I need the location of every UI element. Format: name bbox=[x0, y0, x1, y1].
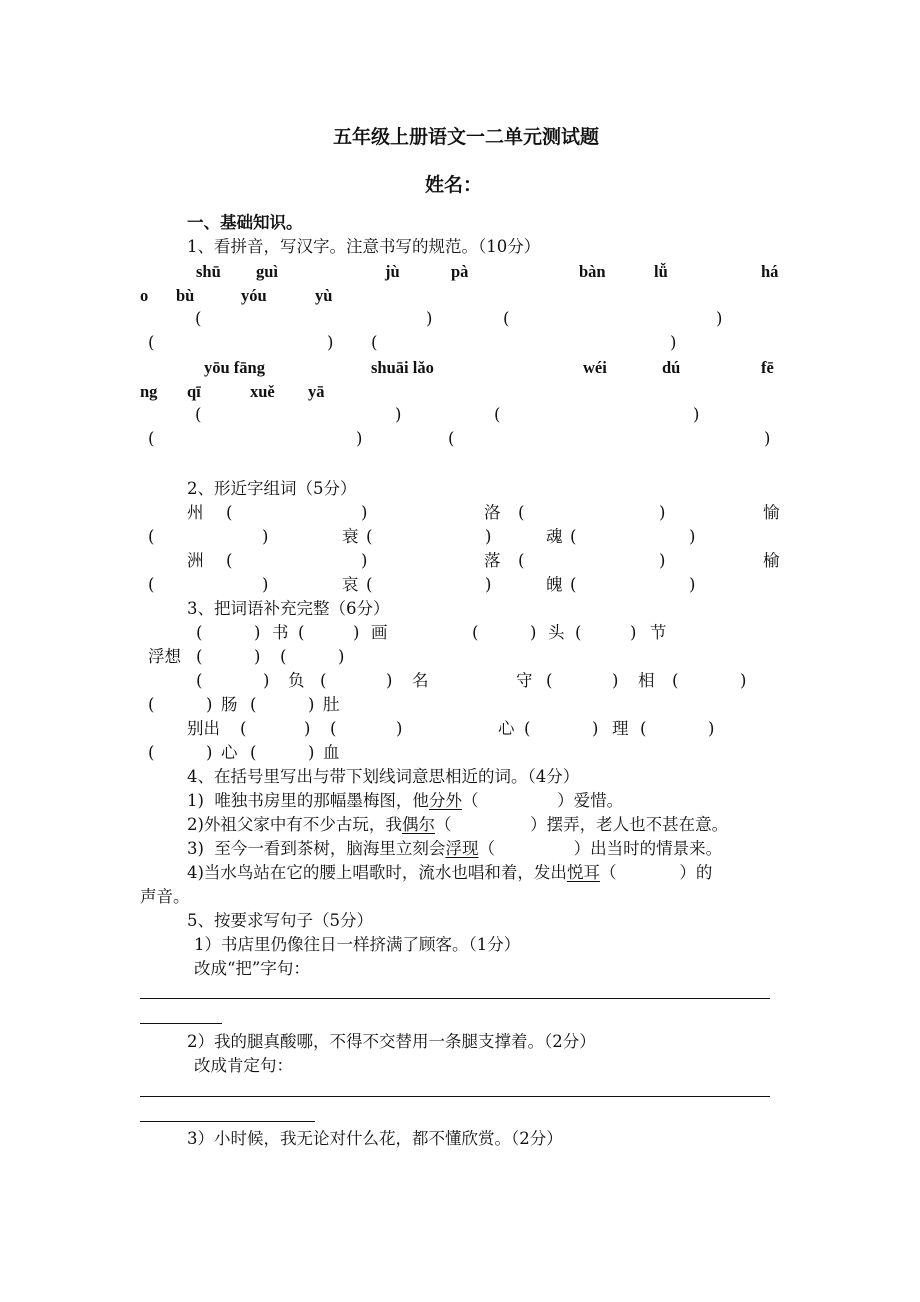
char: 肚 bbox=[323, 695, 340, 714]
left-paren: ( bbox=[570, 575, 577, 594]
pinyin: yù bbox=[315, 286, 333, 305]
sentence-text: （ ）爱惜。 bbox=[461, 791, 624, 810]
left-paren: ( bbox=[472, 623, 479, 642]
left-paren: ( bbox=[250, 695, 257, 714]
left-paren: ( bbox=[298, 623, 305, 642]
char: 落 bbox=[484, 551, 501, 570]
left-paren: ( bbox=[195, 405, 202, 424]
pinyin: lǚ bbox=[654, 262, 668, 281]
char: 负 bbox=[288, 671, 305, 690]
left-paren: ( bbox=[320, 671, 327, 690]
right-paren: ) bbox=[716, 309, 723, 328]
char: 画 bbox=[371, 623, 388, 642]
left-paren: ( bbox=[196, 623, 203, 642]
left-paren: ( bbox=[148, 743, 155, 762]
char: 理 bbox=[612, 719, 629, 738]
right-paren: ) bbox=[254, 647, 261, 666]
right-paren: ) bbox=[659, 551, 666, 570]
char: 洲 bbox=[187, 551, 204, 570]
pinyin: o bbox=[140, 286, 149, 305]
pinyin: ng bbox=[140, 382, 158, 401]
left-paren: ( bbox=[148, 527, 155, 546]
char: 书 bbox=[272, 623, 289, 642]
pinyin: há bbox=[761, 262, 779, 281]
char: 心 bbox=[221, 743, 238, 762]
left-paren: ( bbox=[518, 551, 525, 570]
char: 相 bbox=[638, 671, 655, 690]
left-paren: ( bbox=[366, 527, 373, 546]
pinyin: qī bbox=[187, 382, 201, 401]
q5-sentence-2: 2）我的腿真酸哪，不得不交替用一条腿支撑着。（2分） bbox=[187, 1032, 596, 1051]
char: 守 bbox=[516, 671, 533, 690]
right-paren: ) bbox=[262, 527, 269, 546]
pinyin: wéi bbox=[583, 358, 607, 377]
right-paren: ) bbox=[485, 527, 492, 546]
right-paren: ) bbox=[689, 527, 696, 546]
sentence-text: 1) 唯独书房里的那幅墨梅图，他 bbox=[187, 791, 429, 810]
question-3-title: 3、把词语补充完整（6分） bbox=[187, 599, 390, 618]
left-paren: ( bbox=[371, 333, 378, 352]
left-paren: ( bbox=[570, 527, 577, 546]
pinyin: yōu fāng bbox=[204, 358, 265, 377]
right-paren: ) bbox=[530, 623, 537, 642]
right-paren: ) bbox=[396, 719, 403, 738]
right-paren: ) bbox=[308, 743, 315, 762]
q5-sentence-3: 3）小时候，我无论对什么花，都不懂欣赏。（2分） bbox=[187, 1129, 563, 1148]
right-paren: ) bbox=[612, 671, 619, 690]
left-paren: ( bbox=[280, 647, 287, 666]
left-paren: ( bbox=[148, 429, 155, 448]
pinyin: xuě bbox=[250, 382, 275, 401]
answer-line[interactable] bbox=[140, 1096, 770, 1097]
answer-line[interactable] bbox=[140, 1121, 315, 1122]
right-paren: ) bbox=[592, 719, 599, 738]
right-paren: ) bbox=[426, 309, 433, 328]
left-paren: ( bbox=[240, 719, 247, 738]
left-paren: ( bbox=[196, 647, 203, 666]
pinyin: yā bbox=[308, 382, 325, 401]
char: 节 bbox=[650, 623, 667, 642]
sentence-text: 2)外祖父家中有不少古玩，我 bbox=[187, 815, 402, 834]
left-paren: ( bbox=[226, 503, 233, 522]
left-paren: ( bbox=[250, 743, 257, 762]
pinyin: dú bbox=[662, 358, 681, 377]
left-paren: ( bbox=[448, 429, 455, 448]
left-paren: ( bbox=[330, 719, 337, 738]
left-paren: ( bbox=[148, 695, 155, 714]
answer-line[interactable] bbox=[140, 1023, 222, 1024]
right-paren: ) bbox=[263, 671, 270, 690]
underlined-word: 悦耳 bbox=[566, 863, 600, 882]
right-paren: ) bbox=[308, 695, 315, 714]
underlined-word: 浮现 bbox=[445, 839, 479, 858]
left-paren: ( bbox=[546, 671, 553, 690]
char: 名 bbox=[412, 671, 429, 690]
left-paren: ( bbox=[366, 575, 373, 594]
char: 心 bbox=[498, 719, 515, 738]
char: 别出 bbox=[187, 719, 220, 738]
question-1-title: 1、看拼音，写汉字。注意书写的规范。（10分） bbox=[187, 237, 541, 256]
question-4-title: 4、在括号里写出与带下划线词意思相近的词。（4分） bbox=[187, 767, 580, 786]
pinyin: shuāi lǎo bbox=[371, 358, 434, 377]
right-paren: ) bbox=[693, 405, 700, 424]
q4-sentence-3 bbox=[187, 838, 722, 860]
underlined-word: 分外 bbox=[428, 791, 462, 810]
answer-line[interactable] bbox=[140, 998, 770, 999]
pinyin: bù bbox=[176, 286, 195, 305]
right-paren: ) bbox=[708, 719, 715, 738]
right-paren: ) bbox=[262, 575, 269, 594]
question-5-title: 5、按要求写句子（5分） bbox=[187, 911, 373, 930]
right-paren: ) bbox=[206, 695, 213, 714]
right-paren: ) bbox=[485, 575, 492, 594]
sentence-text: （ ）的 bbox=[599, 863, 713, 882]
right-paren: ) bbox=[327, 333, 334, 352]
right-paren: ) bbox=[361, 551, 368, 570]
pinyin: bàn bbox=[579, 262, 606, 281]
char: 血 bbox=[323, 743, 340, 762]
right-paren: ) bbox=[659, 503, 666, 522]
char: 愉 bbox=[763, 503, 780, 522]
q5-instruction-2: 改成肯定句： bbox=[194, 1056, 293, 1075]
q4-sentence-1 bbox=[187, 790, 623, 812]
right-paren: ) bbox=[206, 743, 213, 762]
left-paren: ( bbox=[640, 719, 647, 738]
right-paren: ) bbox=[338, 647, 345, 666]
page-title: 五年级上册语文一二单元测试题 bbox=[333, 126, 600, 148]
section-heading: 一、基础知识。 bbox=[187, 213, 303, 232]
pinyin: fē bbox=[761, 358, 774, 377]
char: 魂 bbox=[546, 527, 563, 546]
left-paren: ( bbox=[195, 309, 202, 328]
sentence-text: 4)当水鸟站在它的腰上唱歌时，流水也唱和着，发出 bbox=[187, 863, 567, 882]
q4-sentence-2 bbox=[187, 814, 728, 836]
left-paren: ( bbox=[226, 551, 233, 570]
right-paren: ) bbox=[361, 503, 368, 522]
left-paren: ( bbox=[672, 671, 679, 690]
char: 州 bbox=[187, 503, 204, 522]
question-2-title: 2、形近字组词（5分） bbox=[187, 479, 357, 498]
pinyin: guì bbox=[256, 262, 279, 281]
right-paren: ) bbox=[304, 719, 311, 738]
q4-sentence-4 bbox=[187, 862, 712, 884]
left-paren: ( bbox=[524, 719, 531, 738]
q5-instruction-1: 改成“把”字句： bbox=[194, 959, 310, 978]
pinyin: shū bbox=[196, 262, 221, 281]
left-paren: ( bbox=[196, 671, 203, 690]
pinyin: yóu bbox=[241, 286, 267, 305]
right-paren: ) bbox=[356, 429, 363, 448]
q4-sentence-4-cont: 声音。 bbox=[140, 887, 190, 906]
name-label: 姓名： bbox=[425, 174, 483, 196]
char: 魄 bbox=[546, 575, 563, 594]
char: 头 bbox=[548, 623, 565, 642]
right-paren: ) bbox=[670, 333, 677, 352]
pinyin: pà bbox=[451, 262, 469, 281]
right-paren: ) bbox=[254, 623, 261, 642]
right-paren: ) bbox=[630, 623, 637, 642]
sentence-text: （ ）摆弄，老人也不甚在意。 bbox=[434, 815, 729, 834]
sentence-text: （ ）出当时的情景来。 bbox=[478, 839, 723, 858]
q5-sentence-1: 1）书店里仍像往日一样挤满了顾客。（1分） bbox=[194, 935, 521, 954]
right-paren: ) bbox=[689, 575, 696, 594]
right-paren: ) bbox=[740, 671, 747, 690]
sentence-text: 3) 至今一看到茶树，脑海里立刻会 bbox=[187, 839, 446, 858]
char: 浮想 bbox=[148, 647, 181, 666]
right-paren: ) bbox=[395, 405, 402, 424]
char: 榆 bbox=[763, 551, 780, 570]
pinyin: jù bbox=[385, 262, 400, 281]
char: 肠 bbox=[221, 695, 238, 714]
left-paren: ( bbox=[494, 405, 501, 424]
right-paren: ) bbox=[386, 671, 393, 690]
left-paren: ( bbox=[575, 623, 582, 642]
right-paren: ) bbox=[353, 623, 360, 642]
char: 洛 bbox=[484, 503, 501, 522]
underlined-word: 偶尔 bbox=[401, 815, 435, 834]
left-paren: ( bbox=[148, 575, 155, 594]
left-paren: ( bbox=[503, 309, 510, 328]
char: 衰 bbox=[342, 527, 359, 546]
char: 哀 bbox=[342, 575, 359, 594]
right-paren: ) bbox=[764, 429, 771, 448]
left-paren: ( bbox=[148, 333, 155, 352]
left-paren: ( bbox=[518, 503, 525, 522]
